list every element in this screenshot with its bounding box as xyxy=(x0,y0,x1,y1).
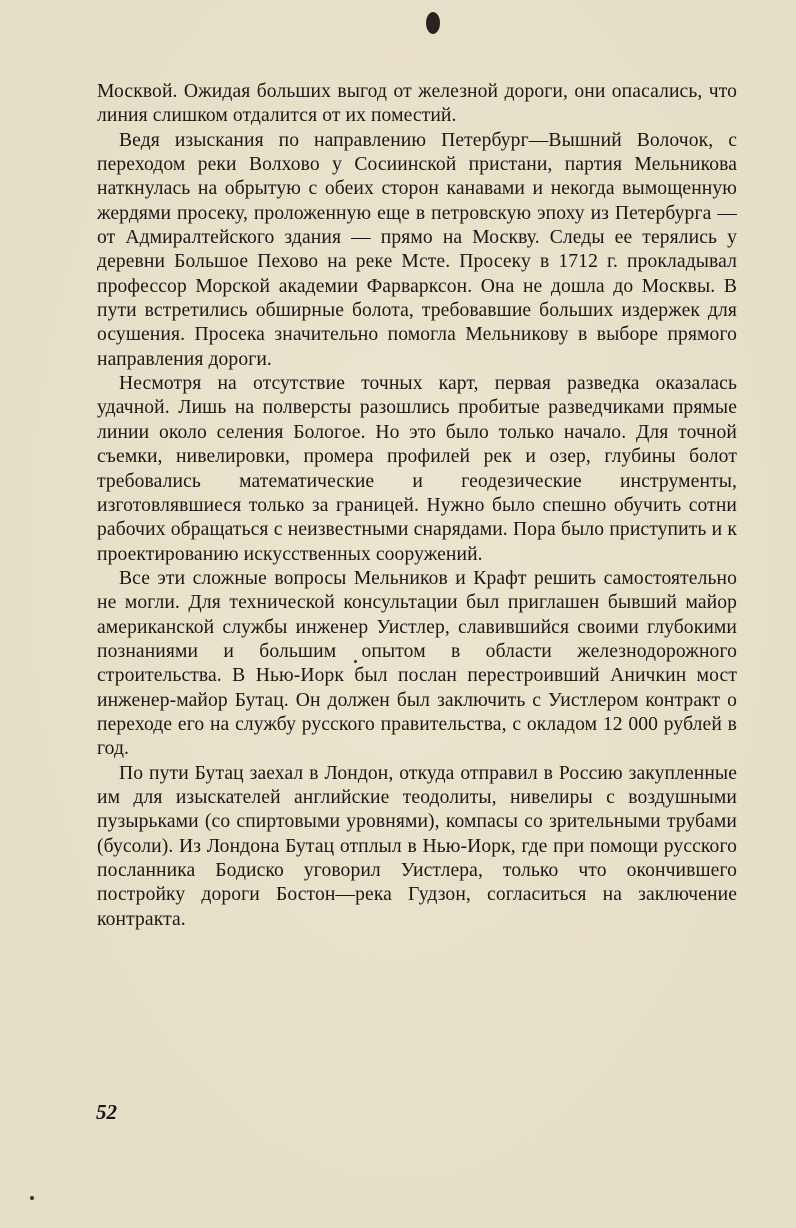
page-number: 52 xyxy=(96,1100,117,1124)
paragraph: Ведя изыскания по направлению Петербург—Вышний Волочок, с переходом реки Волхово у Сосиинской пристани, партия Мельникова наткнулась на обрытую с обеих сторон канавами и некогда вымощенную жердями просеку, проложенную еще в петровскую эпоху из Петербурга — от Адмиралтейского здания — прямо на Москву. Следы ее терялись у деревни Большое Пехово на реке Мсте. Просеку в 1712 г. прокладывал профессор Морской академии Фарварксон. Она не дошла до Москвы. В пути встретились обширные болота, требовавшие больших издержек для осушения. Просека значительно помогла Мельникову в выборе прямого направления дороги. xyxy=(97,129,737,370)
ink-blot-decoration xyxy=(426,12,440,34)
paragraph: Москвой. Ожидая больших выгод от железной дороги, они опасались, что линия слишком отдалится от их поместий. xyxy=(97,81,737,127)
paragraph: Все эти сложные вопросы Мельников и Крафт решить самостоятельно не могли. Для технической консультации был приглашен бывший майор американской службы инженер Уистлер, славившийся своими глубокими познаниями и большим опытом в области железнодорожного строительства. В Нью-Иорк был послан перестроивший Аничкин мост инженер-майор Бутац. Он должен был заключить с Уистлером контракт о переходе его на службу русского правительства, с окладом 12 000 рублей в год. xyxy=(97,567,737,760)
paragraph: По пути Бутац заехал в Лондон, откуда отправил в Россию закупленные им для изыскателей английские теодолиты, нивелиры с воздушными пузырьками (со спиртовыми уровнями), компасы со зрительными трубами (бусоли). Из Лондона Бутац отплыл в Нью-Иорк, где при помощи русского посланника Бодиско уговорил Уистлера, только что окончившего постройку дороги Бостон—река Гудзон, согласиться на заключение контракта. xyxy=(97,762,737,930)
stray-mark xyxy=(30,1196,34,1200)
body-text xyxy=(97,80,737,932)
paragraph: Несмотря на отсутствие точных карт, первая разведка оказалась удачной. Лишь на полверсты разошлись пробитые разведчиками прямые линии около селения Бологое. Но это было только начало. Для точной съемки, нивелировки, промера профилей рек и озер, глубины болот требовались математические и геодезические инструменты, изготовлявшиеся только за границей. Нужно было спешно обучить сотни рабочих обращаться с неизвестными снарядами. Пора было приступить и к проектированию искусственных сооружений. xyxy=(97,373,737,565)
